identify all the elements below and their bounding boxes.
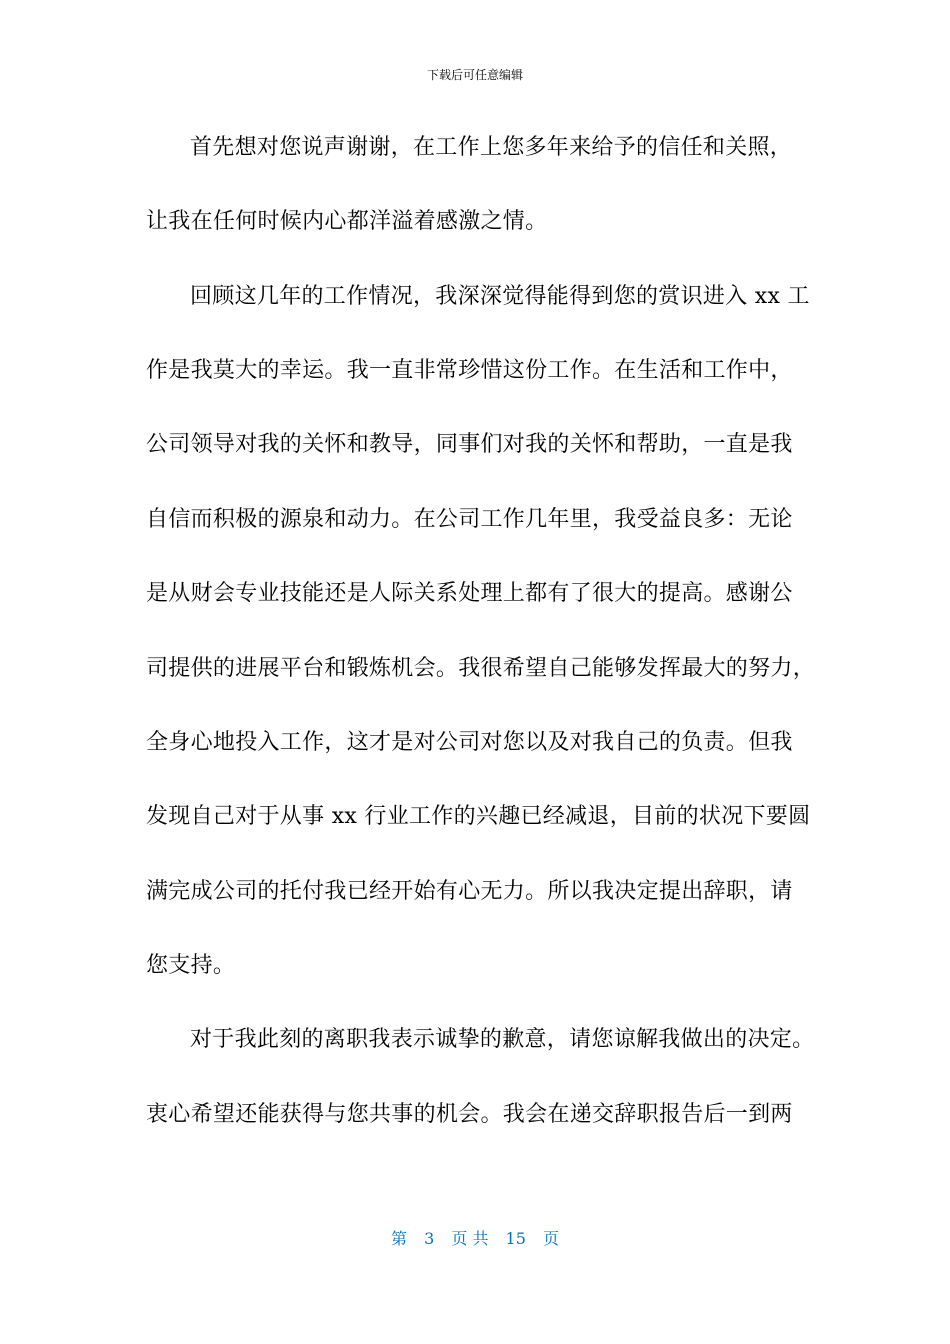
text-line: 是从财会专业技能还是人际关系处理上都有了很大的提高。感谢公	[146, 581, 793, 606]
text-line: 首先想对您说声谢谢，在工作上您多年来给予的信任和关照，	[190, 135, 793, 160]
text-line: 让我在任何时候内心都洋溢着感激之情。	[146, 209, 548, 234]
footer-suffix: 页	[543, 1229, 560, 1248]
text-line: 您支持。	[146, 953, 236, 978]
text-line: 自信而积极的源泉和动力。在公司工作几年里，我受益良多：无论	[146, 507, 793, 532]
text-line: 回顾这几年的工作情况，我深深觉得能得到您的赏识进入 xx 工	[190, 284, 810, 309]
text-line: 公司领导对我的关怀和教导，同事们对我的关怀和帮助，一直是我	[146, 432, 793, 457]
text-line: 发现自己对于从事 xx 行业工作的兴趣已经减退，目前的状况下要圆	[146, 804, 811, 829]
footer-prefix: 第	[390, 1229, 407, 1248]
current-page-number: 3	[424, 1229, 435, 1248]
text-line: 作是我莫大的幸运。我一直非常珍惜这份工作。在生活和工作中，	[146, 358, 793, 383]
page-header	[0, 66, 950, 84]
header-text: 下载后可任意编辑	[426, 68, 523, 82]
text-line: 对于我此刻的离职我表示诚挚的歉意，请您谅解我做出的决定。	[190, 1027, 815, 1052]
total-pages-number: 15	[505, 1229, 526, 1248]
text-line: 全身心地投入工作，这才是对公司对您以及对我自己的负责。但我	[146, 730, 793, 755]
text-line: 司提供的进展平台和锻炼机会。我很希望自己能够发挥最大的努力，	[146, 656, 816, 681]
footer-middle: 页 共	[451, 1229, 489, 1248]
page-footer	[0, 1228, 950, 1250]
text-line: 满完成公司的托付我已经开始有心无力。所以我决定提出辞职，请	[146, 879, 793, 904]
text-line: 衷心希望还能获得与您共事的机会。我会在递交辞职报告后一到两	[146, 1102, 793, 1127]
